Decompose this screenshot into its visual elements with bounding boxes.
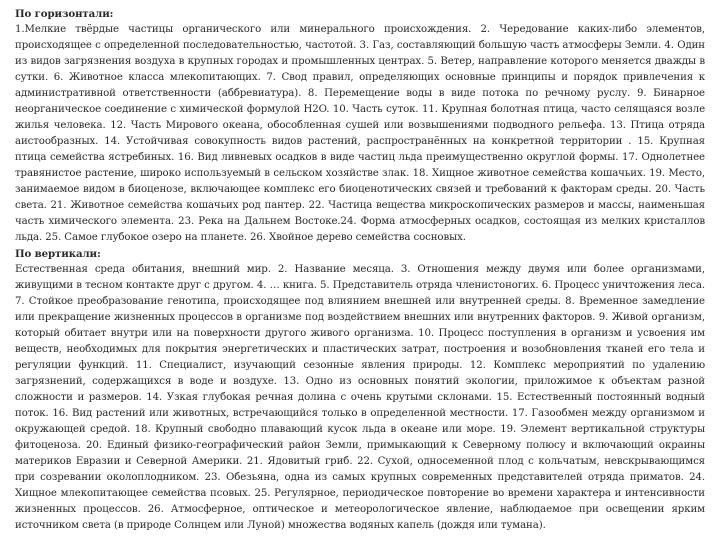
vertical-clues: Естественная среда обитания, внешний мир. 2. Название месяца. 3. Отношения между двумя или более организмами, живущими в тесном контакте друг с другом. 4. … книга. 5. Представитель отряда членистоногих. 6. Процесс уничтожения леса. 7. Стойкое преобразование генотипа, происходящее под влиянием внешней или внутренней среды. 8. Временное замедление или прекращение жизненных процессов в организме под воздействием внешних или внутренних факторов. 9. Живой организм, который обитает внутри или на поверхности другого живого организма. 10. Процесс поступления в организм и усвоения им веществ, необходимых для покрытия энергетических и пластических затрат, построения и возобновления тканей его тела и регуляции функций. 11. Специалист, изучающий сезонные явления природы. 12. Комплекс мероприятий по удалению загрязнений, содержащихся в воде и воздухе. 13. Одно из основных понятий экологии, приложимое к объектам разной сложности и размеров. 14. Узкая глубокая речная долина с очень крутыми склонами. 15. Естественный постоянный водный поток. 16. Вид растений или животных, встречающийся только в определенной местности. 17. Газообмен между организмом и окружающей средой. 18. Крупный свободно плавающий кусок льда в океане или море. 19. Элемент вертикальной структуры фитоценоза. 20. Единый физико-географический район Земли, примыкающий к Северному полюсу и включающий окраины материков Евразии и Северной Америки. 21. Ядовитый гриб. 22. Сухой, односеменной плод с кольчатым, невскрывающимся при созревании околоплодником. 23. Обезьяна, одна из самых крупных современных представителей отряда приматов. 24. Хищное млекопитающее семейства псовых. 25. Регулярное, периодическое повторение во времени характера и интенсивности жизненных процессов. 26. Атмосферное, оптическое и метеорологическое явление, наблюдаемое при освещении ярким источником света (в природе Солнцем или Луной) множества водяных капель (дождя или тумана). [15,264,705,531]
vertical-heading: По вертикали: [15,248,101,260]
horizontal-heading: По горизонтали: [15,8,114,20]
crossword-clues-document [15,6,705,534]
horizontal-clues: 1.Мелкие твёрдые частицы органического или минерального происхождения. 2. Чередование каких-либо элементов, происходящее с определенной последовательностью, частотой. 3. Газ, составляющий большую часть атмосферы Земли. 4. Один из видов загрязнения воздуха в крупных городах и промышленных центрах. 5. Ветер, направление которого меняется дважды в сутки. 6. Животное класса млекопитающих. 7. Свод правил, определяющих основные принципы и порядок привлечения к административной ответственности (аббревиатура). 8. Перемещение воды в виде потока по речному руслу. 9. Бинарное неорганическое соединение с химической формулой H2O. 10. Часть суток. 11. Крупная болотная птица, часто селящаяся возле жилья человека. 12. Часть Мирового океана, обособленная сушей или возвышениями подводного рельефа. 13. Птица отряда аистообразных. 14. Устойчивая совокупность видов растений, распространённых на конкретной территории . 15. Крупная птица семейства ястребиных. 16. Вид ливневых осадков в виде частиц льда преимущественно округлой формы. 17. Однолетнее травянистое растение, широко используемый в сельском хозяйстве злак. 18. Хищное животное семейства кошачьих. 19. Место, занимаемое видом в биоценозе, включающее комплекс его биоценотических связей и требований к факторам среды. 20. Часть света. 21. Животное семейства кошачьих род пантер. 22. Частица вещества микроскопических размеров и массы, наименьшая часть химического элемента. 23. Река на Дальнем Востоке.24. Форма атмосферных осадков, состоящая из мелких кристаллов льда. 25. Самое глубокое озеро на планете. 26. Хвойное дерево семейства сосновых. [15,24,705,243]
